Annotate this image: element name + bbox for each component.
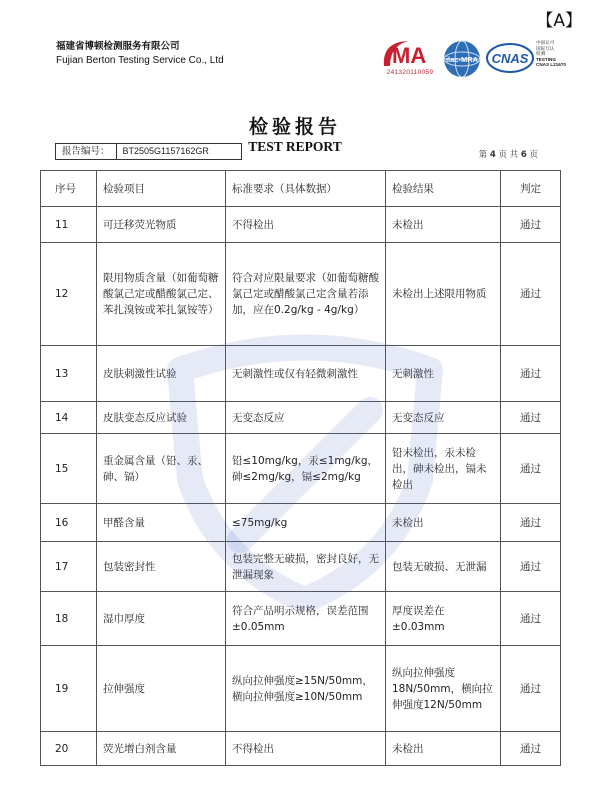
cell-requirement: 铅≤10mg/kg，汞≤1mg/kg，砷≤2mg/kg，镉≤2mg/kg [226, 434, 386, 504]
corner-mark: 【A】 [536, 11, 582, 31]
table-header-row [41, 171, 561, 207]
cell-requirement: 纵向拉伸强度≥15N/50mm，横向拉伸强度≥10N/50mm [226, 646, 386, 732]
cell-result: 无刺激性 [386, 346, 501, 402]
table-row [41, 243, 561, 346]
cell-result: 厚度误差在±0.03mm [386, 592, 501, 646]
report-number-box [55, 143, 242, 160]
cell-requirement: 无刺激性或仅有轻微刺激性 [226, 346, 386, 402]
cell-no: 13 [41, 346, 97, 402]
cell-no: 20 [41, 732, 97, 766]
report-number-value: BT2505G1157162GR [122, 146, 209, 156]
cell-result: 纵向拉伸强度18N/50mm，横向拉伸强度12N/50mm [386, 646, 501, 732]
header-result: 检验结果 [386, 171, 501, 207]
cell-result: 铅未检出，汞未检出，砷未检出，镉未检出 [386, 434, 501, 504]
cell-verdict: 通过 [501, 646, 561, 732]
cell-verdict: 通过 [501, 346, 561, 402]
cell-requirement: ≤75mg/kg [226, 504, 386, 542]
page-total: 6 [520, 150, 527, 160]
cell-verdict: 通过 [501, 592, 561, 646]
cell-no: 11 [41, 207, 97, 243]
cma-logo [378, 38, 442, 76]
test-results-table [40, 170, 561, 766]
ilac-text: ilac-MRA [445, 55, 479, 64]
cnas-line: 中国认可 [536, 40, 555, 45]
cell-requirement: 不得检出 [226, 732, 386, 766]
cnas-caption [536, 40, 584, 68]
table-row [41, 646, 561, 732]
page-current: 4 [489, 150, 496, 160]
cell-item: 包装密封性 [97, 542, 226, 592]
table-row [41, 732, 561, 766]
table-row [41, 592, 561, 646]
cell-no: 15 [41, 434, 97, 504]
cell-no: 19 [41, 646, 97, 732]
cell-item: 皮肤变态反应试验 [97, 402, 226, 434]
report-number-label: 报告编号： [56, 144, 117, 159]
cell-requirement: 包装完整无破损，密封良好，无泄漏现象 [226, 542, 386, 592]
cnas-letters: CNAS [491, 51, 529, 66]
cell-item: 限用物质含量（如葡萄糖酸氯己定或醋酸氯己定、苯扎溴铵或苯扎氯铵等） [97, 243, 226, 346]
cell-no: 12 [41, 243, 97, 346]
ilac-globe-icon [442, 39, 482, 79]
table-row [41, 346, 561, 402]
cnas-line: 国际互认 [536, 45, 555, 51]
cell-item: 甲醛含量 [97, 504, 226, 542]
cell-result: 包装无破损、无泄漏 [386, 542, 501, 592]
page-prefix: 第 [478, 150, 488, 160]
cell-verdict: 通过 [501, 402, 561, 434]
cell-item: 可迁移荧光物质 [97, 207, 226, 243]
table-row [41, 434, 561, 504]
cma-letters: MA [392, 43, 427, 68]
cell-verdict: 通过 [501, 243, 561, 346]
company-header [56, 40, 224, 68]
cell-no: 17 [41, 542, 97, 592]
cell-verdict: 通过 [501, 504, 561, 542]
cell-no: 16 [41, 504, 97, 542]
ilac-logo [442, 39, 482, 83]
page-mid: 页 共 [498, 150, 519, 160]
table-row [41, 207, 561, 243]
table-row [41, 542, 561, 592]
cell-verdict: 通过 [501, 434, 561, 504]
header-no: 序号 [41, 171, 97, 207]
cell-verdict: 通过 [501, 207, 561, 243]
cma-number: 241320110059 [386, 69, 434, 76]
cell-no: 14 [41, 402, 97, 434]
cell-verdict: 通过 [501, 732, 561, 766]
cell-item: 皮肤刺激性试验 [97, 346, 226, 402]
cell-result: 未检出上述限用物质 [386, 243, 501, 346]
cnas-line: 检测 [536, 51, 546, 57]
cnas-line: TESTING [536, 56, 556, 62]
company-name-en: Fujian Berton Testing Service Co., Ltd [56, 55, 224, 66]
header-item: 检验项目 [97, 171, 226, 207]
cell-requirement: 符合产品明示规格，误差范围 ±0.05mm [226, 592, 386, 646]
table-row [41, 402, 561, 434]
header-verdict: 判定 [501, 171, 561, 207]
cma-emblem-icon [378, 38, 442, 68]
cnas-emblem-icon [486, 42, 534, 74]
cell-result: 未检出 [386, 207, 501, 243]
cnas-line: CNAS L21670 [536, 62, 566, 68]
header-requirement: 标准要求（具体数据） [226, 171, 386, 207]
cell-requirement: 无变态反应 [226, 402, 386, 434]
cell-verdict: 通过 [501, 542, 561, 592]
cell-requirement: 符合对应限量要求（如葡萄糖酸氯己定或醋酸氯己定含量若添加，应在0.2g/kg - 4g/kg） [226, 243, 386, 346]
cell-result: 未检出 [386, 504, 501, 542]
cell-item: 重金属含量（铅、汞、砷、镉） [97, 434, 226, 504]
cell-result: 无变态反应 [386, 402, 501, 434]
cell-item: 荧光增白剂含量 [97, 732, 226, 766]
company-name-cn: 福建省博顿检测服务有限公司 [56, 41, 180, 52]
table-row [41, 504, 561, 542]
cell-requirement: 不得检出 [226, 207, 386, 243]
report-title-en: TEST REPORT [248, 139, 342, 154]
cell-no: 18 [41, 592, 97, 646]
page-indicator [479, 148, 538, 160]
cell-result: 未检出 [386, 732, 501, 766]
cell-item: 拉伸强度 [97, 646, 226, 732]
page-suffix: 页 [529, 150, 538, 160]
cnas-logo [486, 42, 534, 78]
report-title-cn: 检验报告 [248, 116, 341, 138]
cell-item: 湿巾厚度 [97, 592, 226, 646]
